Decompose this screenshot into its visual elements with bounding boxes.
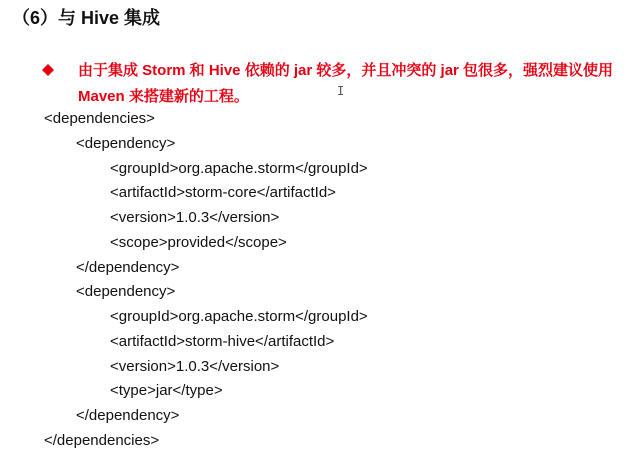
code-line: </dependency> xyxy=(76,407,180,424)
code-line: <scope>provided</scope> xyxy=(110,233,287,251)
code-line: <artifactId>storm-core</artifactId> xyxy=(110,184,336,202)
code-line: <groupId>org.apache.storm</groupId> xyxy=(110,159,368,177)
code-line: </dependency> xyxy=(76,258,180,276)
code-line: <dependency> xyxy=(76,283,176,301)
section-heading: （6）与 Hive 集成 xyxy=(12,8,161,28)
diamond-bullet-icon xyxy=(42,64,54,76)
code-line: <dependencies> xyxy=(44,110,155,127)
note-text: 由于集成 Storm 和 Hive 依赖的 jar 较多，并且冲突的 jar 包很多，强烈建议使用 Maven 来搭建新的工程。 xyxy=(78,62,614,105)
code-line: <version>1.0.3</version> xyxy=(110,357,280,375)
code-line: <version>1.0.3</version> xyxy=(110,209,280,226)
code-line: <type>jar</type> xyxy=(110,382,223,400)
code-line: <artifactId>storm-hive</artifactId> xyxy=(110,332,335,350)
text-cursor-icon: I xyxy=(337,84,345,98)
code-line: <dependency> xyxy=(76,134,176,152)
code-line: <groupId>org.apache.storm</groupId> xyxy=(110,308,368,325)
code-block xyxy=(0,107,642,454)
code-line: </dependencies> xyxy=(44,431,160,449)
